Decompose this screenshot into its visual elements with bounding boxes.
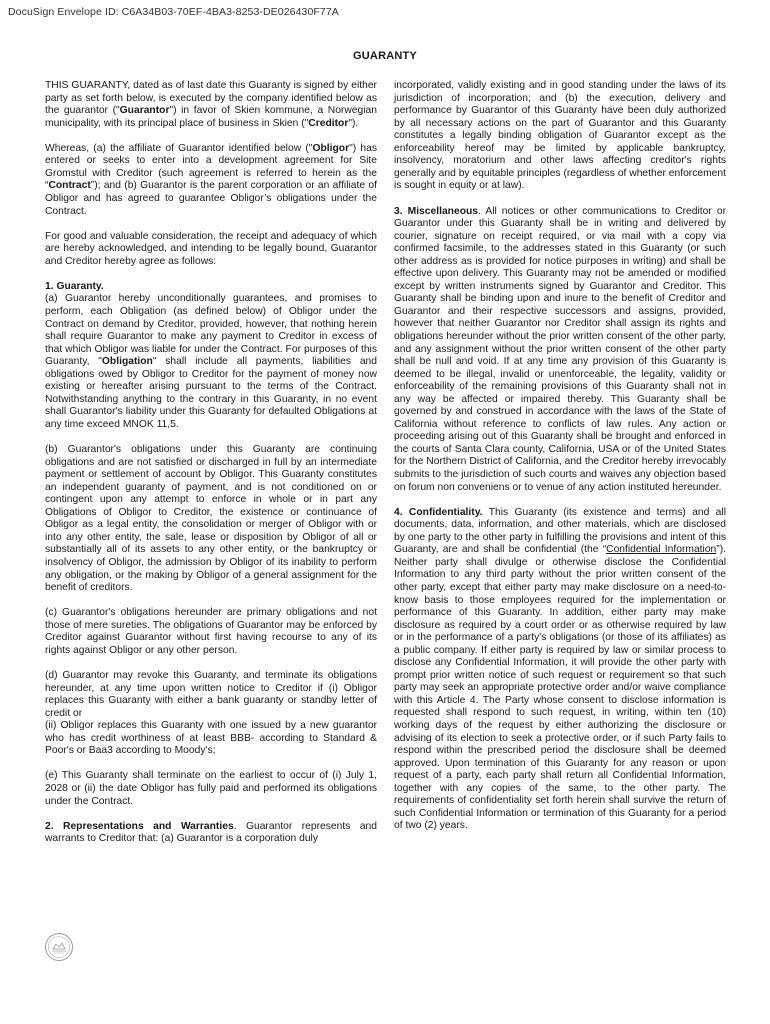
whereas-paragraph: Whereas, (a) the affiliate of Guarantor identified below ("Obligor") has entered or seeks to enter into a development agreement for Site Gromstul with Creditor (such agreement is referred to herein as the “Contract”); and (b) Guarantor is the parent corporation or an affiliate of Obligor and has agreed to guarantee Obligor’s obligations under the Contract. [45, 142, 378, 217]
section-1e: (e) This Guaranty shall terminate on the earliest to occur of (i) July 1, 2028 or (ii) the date Obligor has fully paid and performed its obligations under the Contract. [45, 770, 377, 807]
section-2-continued: incorporated, validly existing and in good standing under the laws of its jurisdiction of incorporation; and (b) the execution, delivery and performance by Guarantor of this Guaranty have been duly authorized by all necessary actions on the part of Guarantor and this Guaranty constitutes a legally binding obligation of Guarantor except as the enforceability hereof may be limited by applicable bankruptcy, insolvency, moratorium and other laws affecting creditor's rights generally and by equitable principles (regardless of whether enforcement is sought in equity or at law). [394, 80, 726, 192]
intro-paragraph: THIS GUARANTY, dated as of last date this Guaranty is signed by either party as set forth below, is executed by the company identified below as the guarantor ("Guarantor") in favor of Skien kommune, a Norwegian municipality, with its principal place of business in Skien ("Creditor"). [45, 80, 377, 129]
consideration-paragraph: For good and valuable consideration, the receipt and adequacy of which are hereby acknowledged, and intending to be legally bound, Guarantor and Creditor hereby agree as follows: [45, 230, 377, 267]
left-column [45, 80, 377, 858]
section-1b: (b) Guarantor's obligations under this Guaranty are continuing obligations and are not satisfied or discharged in full by an intermediate payment or settlement of account by Obligor. This Guaranty constitutes an independent guaranty of payment, and is not conditioned on or contingent upon any attempt to enforce in whole or in part any Obligations of Obligor to Creditor, the existence or continuance of Obligor as a legal entity, the consolidation or merger of Obligor with or into any other entity, the sale, lease or disposition by Obligor of all or substantially all of its assets to any other entity, or the bankruptcy or insolvency of Obligor, the admission by Obligor of its inability to perform any obligation, or the making by Obligor of a general assignment for the benefit of creditors. [45, 444, 377, 594]
municipal-seal-icon [44, 932, 74, 962]
section-1a: (a) Guarantor hereby unconditionally guarantees, and promises to perform, each Obligation (as defined below) of Obligor under the Contract on demand by Creditor, provided, however, that nothing herein shall require Guarantor to make any payment to Creditor in excess of that which Obligor was liable for under the Contract. For purposes of this Guaranty, "Obligation" shall include all payments, liabilities and obligations owed by Obligor to Creditor for the payment of money now existing or hereafter arising pursuant to the terms of the Contract. Notwithstanding anything to the contrary in this Guaranty, in no event shall Guarantor's liability under this Guaranty for defaulted Obligations at any time exceed MNOK 11,5. [45, 293, 378, 430]
section-1c: (c) Guarantor's obligations hereunder are primary obligations and not those of mere sureties. The obligations of Guarantor may be enforced by Creditor against Guarantor without first having recourse to any of its rights against Obligor or any other person. [45, 607, 377, 656]
section-2: 2. Representations and Warranties. Guarantor represents and warrants to Creditor that: (a) Guarantor is a corporation duly [45, 820, 378, 845]
section-1d-ii: (ii) Obligor replaces this Guaranty with one issued by a new guarantor who has credit worthiness of at least BBB- according to Standard & Poor's or Baa3 according to Moody's; [45, 720, 377, 757]
section-3: 3. Miscellaneous. All notices or other communications to Creditor or Guarantor under this Guaranty shall be in writing and delivered by courier, signature on receipt required, or via mail with a copy via confirmed facsimile, to the addresses stated in this Guaranty (or such other address as is provided for notice purposes in writing) and shall be effective upon delivery. This Guaranty may not be amended or modified except by written instruments signed by Guarantor and Creditor. This Guaranty shall be binding upon and inure to the benefit of Creditor and Guarantor and their respective successors and assigns, provided, however that neither Guarantor nor Creditor shall assign its rights and obligations hereunder without the prior written consent of the other party, and any assignment without the prior written consent of the other party shall be null and void. If at any time any provision of this Guaranty is deemed to be illegal, invalid or unenforceable, the legality, validity or enforceability of the remaining provisions of this Guaranty shall not in any way be affected or impaired thereby. This Guaranty shall be governed by and construed in accordance with the laws of the State of California without reference to conflicts of law rules. Any action or proceeding arising out of this Guaranty shall be brought and enforced in the courts of Santa Clara county, California, USA or of the United States for the Northern District of California, and the Creditor hereby irrevocably submits to the jurisdiction of such courts and waives any objection based on forum non conveniens or to venue of any action instituted hereunder. [394, 205, 726, 493]
section-1d: (d) Guarantor may revoke this Guaranty, and terminate its obligations hereunder, at any time upon written notice to Creditor if (i) Obligor replaces this Guaranty with either a bank guaranty or standby letter of credit or [45, 669, 377, 719]
document-title: GUARANTY [353, 50, 417, 62]
section-4: 4. Confidentiality. This Guaranty (its existence and terms) and all documents, data, information, and other materials, which are disclosed by one party to the other party in fulfilling the provisions and intent of this Guaranty, are and shall be confidential (the “Confidential Information”). Neither party shall divulge or otherwise disclose the Confidential Information to any third party without the prior written consent of the other party, except that either party may make disclosure on a need-to-know basis to those employees required for the implementation or performance of this Guaranty. In addition, either party may make disclosure as required by a court order or as otherwise required by law or in the performance of a party's obligations (or those of its affiliates) as a public company. If either party is required by law or similar process to disclose any Confidential Information, it will provide the other party with prompt prior written notice of such request or requirement so that such party may seek an appropriate protective order and/or waive compliance with this Article 4. The Party whose consent to disclose information is requested shall respond to such request, in writing, within ten (10) working days of the request by either authorizing the disclosure or advising of its election to seek a protective order, or if such Party fails to respond within the prescribed period the disclosure shall be deemed approved. Upon termination of this Guaranty for any reason or upon request of a party, each party shall return all Confidential Information, together with any copies of the same, to the other party. The requirements of confidentiality set forth herein shall survive the return of such Confidential Information or termination of this Guaranty for a period of two (2) years. [394, 506, 726, 832]
section-1-heading: 1. Guaranty. [45, 280, 104, 292]
right-column [394, 80, 726, 846]
envelope-id: DocuSign Envelope ID: C6A34B03-70EF-4BA3-8253-DE026430F77A [8, 6, 339, 18]
